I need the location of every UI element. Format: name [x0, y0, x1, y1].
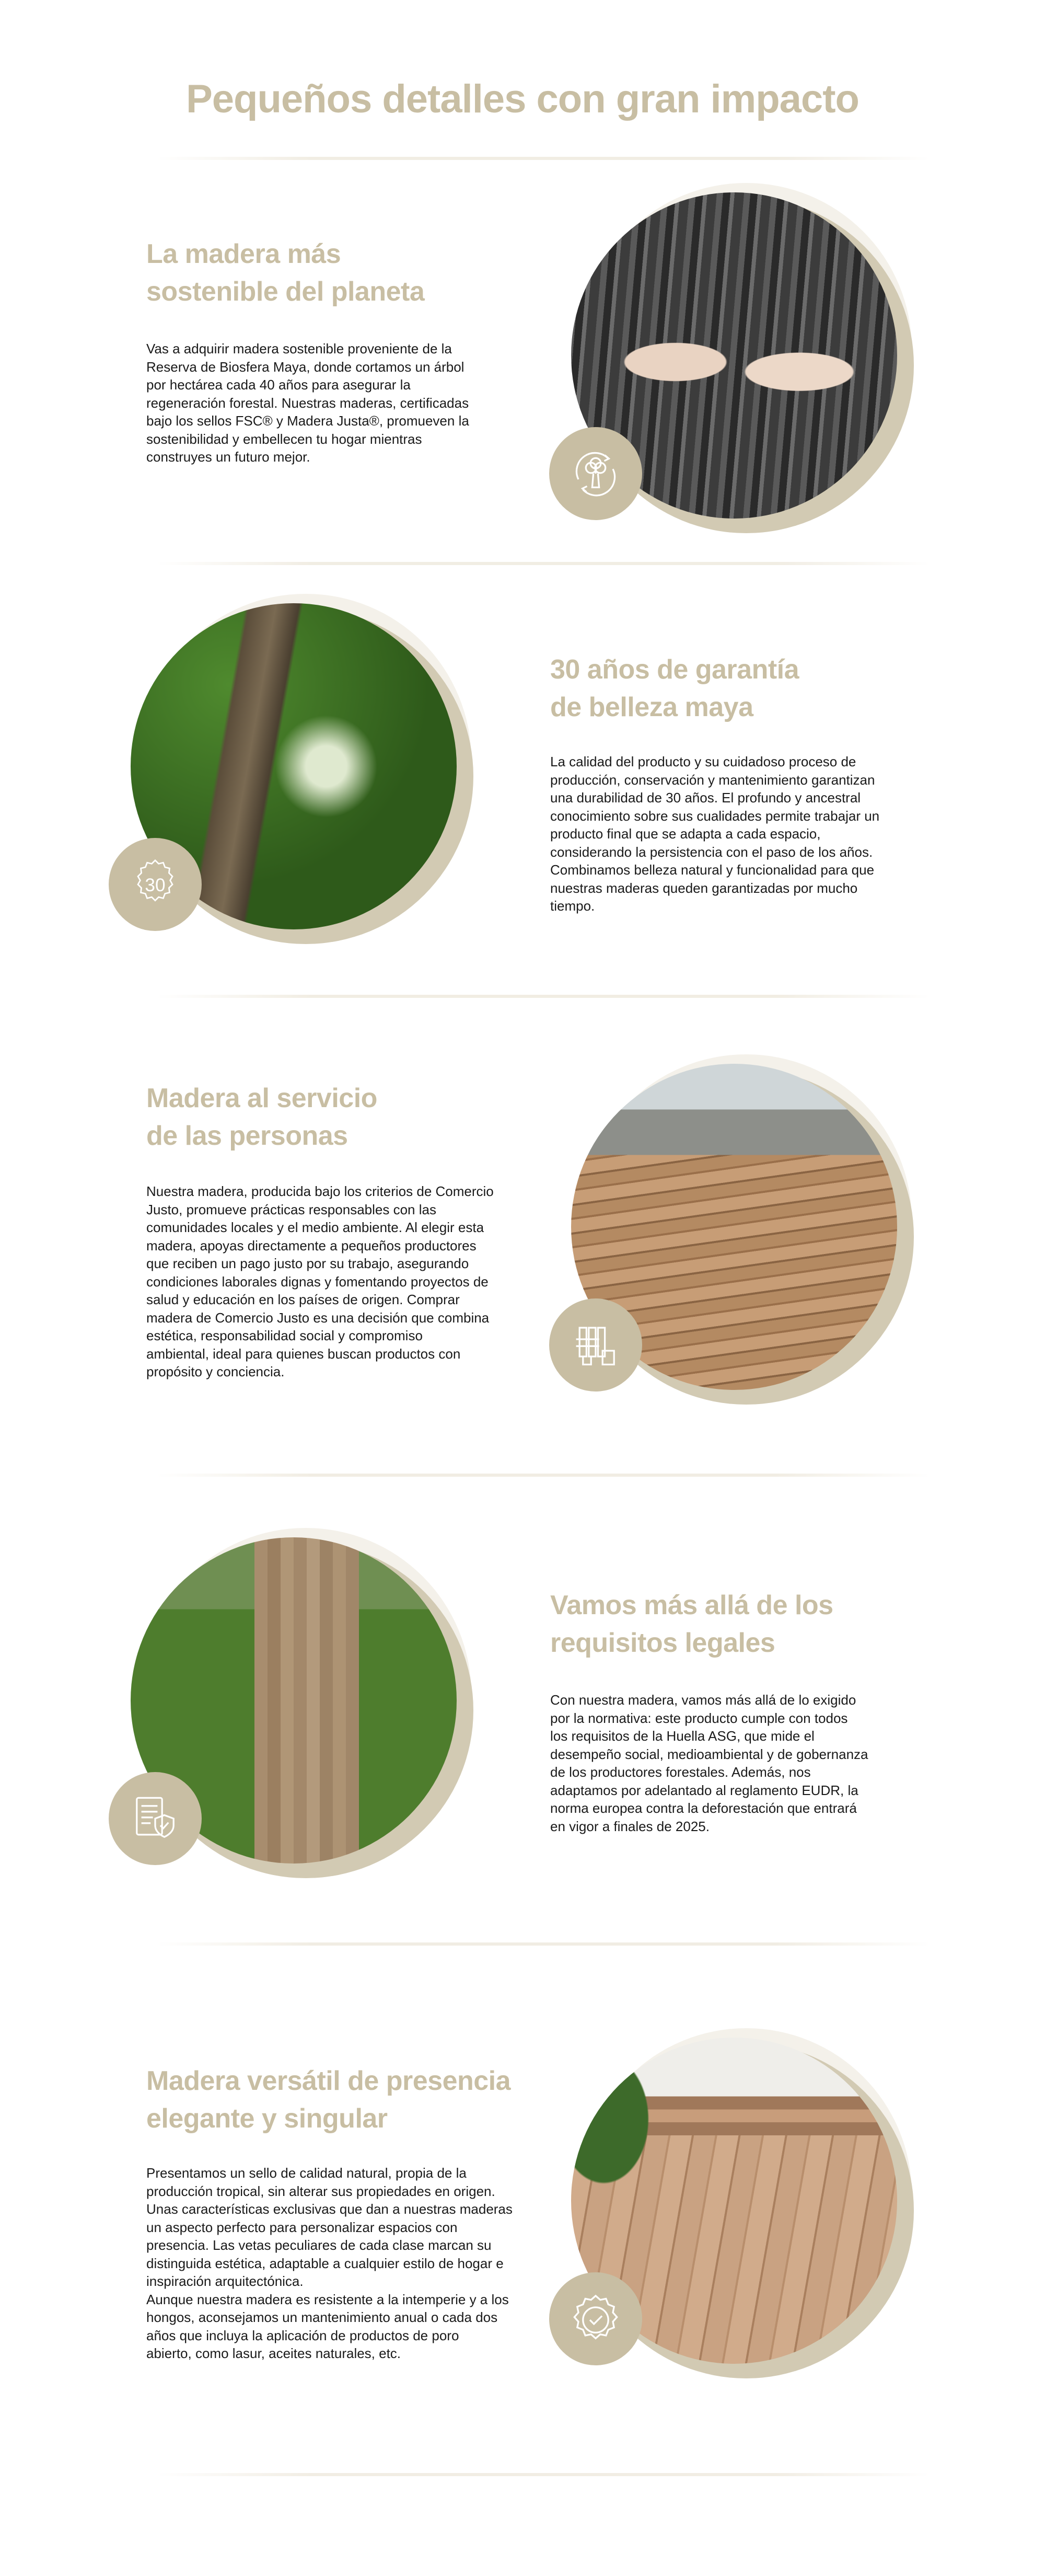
body-line: que reciben un pago justo por su trabajo, asegurando — [146, 1256, 469, 1271]
body-line: un aspecto perfecto para personalizar espacios con — [146, 2219, 458, 2235]
body-line: por la normativa: este producto cumple con todos — [550, 1710, 848, 1726]
body-line: producción, conservación y mantenimiento garantizan — [550, 772, 875, 788]
body-line: madera de Comercio Justo es una decisión que combina — [146, 1309, 490, 1326]
body-line: producto final que se adapta a cada espacio, — [550, 826, 821, 842]
body-line: bajo los sellos FSC® y Madera Justa®, promueven la — [146, 413, 469, 429]
heading-line: elegante y singular — [146, 2103, 388, 2134]
body-line: en vigor a finales de 2025. — [550, 1818, 710, 1834]
heading-line: sostenible del planeta — [146, 277, 425, 307]
body-line: considerando la persistencia con el paso de los años. — [550, 844, 873, 860]
section-body — [550, 1691, 868, 1835]
body-line: Justo, promueve prácticas responsables con las — [146, 1201, 436, 1217]
body-line: Presentamos un sello de calidad natural, propia de la — [146, 2165, 467, 2181]
body-line: regeneración forestal. Nuestras maderas, certificadas — [146, 395, 469, 411]
section-heading — [146, 1079, 377, 1155]
section-divider — [157, 1942, 930, 1946]
heading-line: requisitos legales — [550, 1628, 775, 1658]
page-title: Pequeños detalles con gran impacto — [186, 76, 859, 121]
heading-line: de las personas — [146, 1121, 348, 1151]
body-line: norma europea contra la deforestación que entrará — [550, 1800, 857, 1816]
body-line: Unas características exclusivas que dan a nuestras maderas — [146, 2201, 513, 2217]
body-line: hongos, aconsejamos un mantenimiento anual o cada dos — [146, 2309, 498, 2325]
body-line: ambiental, ideal para quienes buscan productos con — [146, 1346, 461, 1362]
body-line: adaptamos por adelantado al reglamento EUDR, la — [550, 1782, 858, 1798]
body-line: Con nuestra madera, vamos más allá de lo exigido — [550, 1692, 856, 1708]
body-line: por hectárea cada 40 años para asegurar la — [146, 377, 411, 393]
heading-line: Madera versátil de presencia — [146, 2066, 511, 2096]
heading-line: Madera al servicio — [146, 1083, 377, 1113]
30-years-seal-icon — [126, 856, 184, 913]
body-line: inspiración arquitectónica. — [146, 2273, 304, 2289]
heading-line: de belleza maya — [550, 692, 753, 722]
section-divider — [157, 157, 930, 160]
heading-line: Vamos más allá de los — [550, 1590, 833, 1620]
document-shield-icon — [126, 1790, 184, 1847]
badge-document-shield-icon — [109, 1772, 202, 1865]
badge-hands-wood-icon — [549, 1298, 642, 1392]
body-line: nuestras maderas queden garantizadas por mucho — [550, 880, 858, 896]
section-divider — [157, 995, 930, 998]
body-line: propósito y conciencia. — [146, 1364, 285, 1379]
body-line: comunidades locales y el medio ambiente. Al elegir esta — [146, 1220, 484, 1235]
body-line: producción tropical, sin alterar sus propiedades en origen. — [146, 2183, 495, 2199]
body-line: Nuestra madera, producida bajo los criterios de Comercio — [146, 1183, 494, 1199]
body-line: salud y educación en los países de origen. Comprar — [146, 1292, 460, 1307]
section-body — [550, 753, 879, 915]
body-line: estética, responsabilidad social y compromiso — [146, 1328, 423, 1343]
body-line: Reserva de Biosfera Maya, donde cortamos un árbol — [146, 359, 465, 375]
section-heading — [550, 1586, 833, 1662]
hands-wood-icon — [567, 1316, 624, 1374]
section-body — [146, 340, 469, 466]
body-line: Aunque nuestra madera es resistente a la intemperie y a los — [146, 2291, 509, 2307]
body-line: desempeño social, medioambiental y de gobernanza — [550, 1746, 868, 1762]
body-line: distinguida estética, adaptable a cualquier estilo de hogar e — [146, 2255, 504, 2271]
body-line: condiciones laborales dignas y fomentando proyectos de — [146, 1273, 489, 1290]
body-line: Vas a adquirir madera sostenible proveniente de la — [146, 341, 452, 356]
body-line: presencia. Las vetas peculiares de cada clase marcan su — [146, 2237, 492, 2253]
section-divider — [157, 2473, 930, 2476]
section-heading — [146, 2062, 510, 2137]
body-line: los requisitos de la Huella ASG, que mide el — [550, 1728, 815, 1744]
section-divider — [157, 1474, 930, 1477]
section-divider — [157, 562, 930, 565]
body-line: La calidad del producto y su cuidadoso proceso de — [550, 754, 856, 769]
body-line: de los productores forestales. Además, nos — [550, 1764, 811, 1780]
body-line: una durabilidad de 30 años. El profundo y ancestral — [550, 790, 861, 806]
body-line: sostenibilidad y embellecen tu hogar mientras — [146, 431, 422, 447]
body-line: conocimiento sobre sus cualidades permite trabajar un — [550, 808, 880, 824]
heading-line: La madera más — [146, 239, 341, 269]
tree-recycle-icon — [567, 445, 624, 502]
body-line: tiempo. — [550, 898, 595, 914]
body-line: madera, apoyas directamente a pequeños productores — [146, 1237, 477, 1254]
svg-text:30: 30 — [145, 875, 166, 896]
body-line: años que incluya la aplicación de productos de poro — [146, 2327, 459, 2343]
quality-seal-check-icon — [567, 2290, 624, 2348]
section-heading — [550, 651, 799, 726]
badge-30-years-seal-icon — [109, 838, 202, 931]
body-line: construyes un futuro mejor. — [146, 449, 310, 465]
body-line: abierto, como lasur, aceites naturales, etc. — [146, 2345, 401, 2361]
heading-line: 30 años de garantía — [550, 654, 799, 685]
body-line: Combinamos belleza natural y funcionalidad para que — [550, 862, 875, 878]
section-body — [146, 2164, 513, 2363]
badge-quality-seal-check-icon — [549, 2272, 642, 2365]
badge-tree-recycle-icon — [549, 427, 642, 520]
section-body — [146, 1182, 494, 1381]
section-heading — [146, 235, 424, 310]
